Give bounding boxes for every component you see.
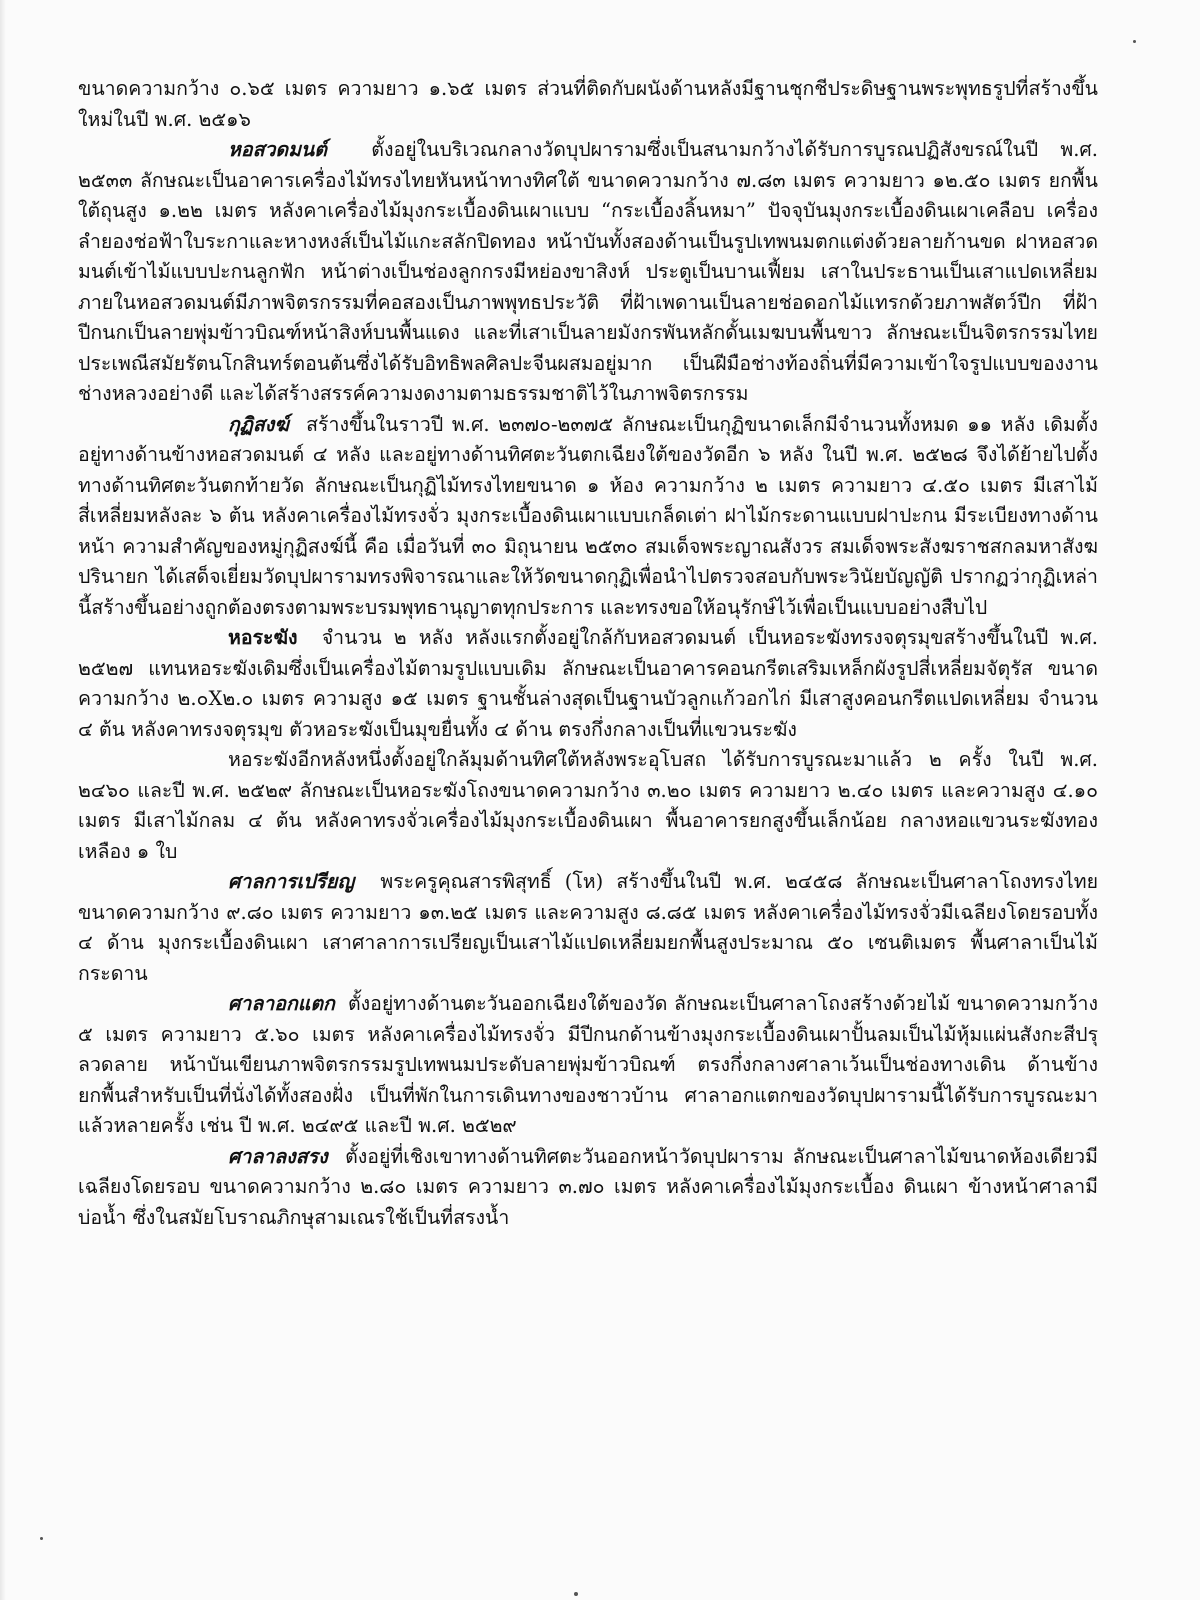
section-heading: หอสวดมนต์: [228, 138, 327, 161]
paragraph-text: พระครูคุณสารพิสุทธิ์ (โห) สร้างขึ้นในปี พ.ศ. ๒๔๕๘ ลักษณะเป็นศาลาโถงทรงไทย ขนาดความกว้าง ๙.๘๐ เมตร ความยาว ๑๓.๒๕ เมตร และความสูง ๘.๘๕ เมตร หลังคาเครื่องไม้ทรงจั่วมีเฉลียงโดยรอบทั้ง ๔ ด้าน มุงกระเบื้องดินเผา เสาศาลาการเปรียญเป็นเสาไม้แปดเหลี่ยมยกพื้นสูงประมาณ ๕๐ เซนติเมตร พื้นศาลาเป็นไม้กระดาน: [78, 870, 1098, 985]
paragraph-ok-taek-pavilion: [78, 989, 1098, 1142]
section-heading: ศาลาอกแตก: [228, 992, 335, 1015]
document-body: [78, 74, 1098, 1233]
scan-speck: [40, 1537, 43, 1540]
section-heading: ศาลาลงสรง: [228, 1144, 328, 1168]
section-heading: หอระฆัง: [228, 626, 298, 649]
paragraph-text: จำนวน ๒ หลัง หลังแรกตั้งอยู่ใกล้กับหอสวดมนต์ เป็นหอระฆังทรงจตุรมุขสร้างขึ้นในปี พ.ศ. ๒๕๒๗ แทนหอระฆังเดิมซึ่งเป็นเครื่องไม้ตามรูปแบบเดิม ลักษณะเป็นอาคารคอนกรีตเสริมเหล็กผังรูปสี่เหลี่ยมจัตุรัส ขนาดความกว้าง ๒.๐X๒.๐ เมตร ความสูง ๑๕ เมตร ฐานชั้นล่างสุดเป็นฐานบัวลูกแก้วอกไก่ มีเสาสูงคอนกรีตแปดเหลี่ยม จำนวน ๔ ต้น หลังคาทรงจตุรมุข ตัวหอระฆังเป็นมุขยื่นทั้ง ๔ ด้าน ตรงกึ่งกลางเป็นที่แขวนระฆัง: [78, 626, 1098, 741]
paragraph-continuation: [78, 74, 1098, 135]
paragraph-bathing-pavilion: [78, 1142, 1098, 1234]
paragraph-monk-cells: [78, 410, 1098, 624]
paragraph-text: สร้างขึ้นในราวปี พ.ศ. ๒๓๗๐-๒๓๗๕ ลักษณะเป็นกุฏิขนาดเล็กมีจำนวนทั้งหมด ๑๑ หลัง เดิมตั้งอยู่ทางด้านข้างหอสวดมนต์ ๔ หลัง และอยู่ทางด้านทิศตะวันตกเฉียงใต้ของวัดอีก ๖ หลัง ในปี พ.ศ. ๒๕๒๘ จึงได้ย้ายไปตั้งทางด้านทิศตะวันตกท้ายวัด ลักษณะเป็นกุฏิไม้ทรงไทยขนาด ๑ ห้อง ความกว้าง ๒ เมตร ความยาว ๔.๕๐ เมตร มีเสาไม้สี่เหลี่ยมหลังละ ๖ ต้น หลังคาเครื่องไม้ทรงจั่ว มุงกระเบื้องดินเผาแบบเกล็ดเต่า ฝาไม้กระดานแบบฝาปะกน มีระเบียงทางด้านหน้า ความสำคัญของหมู่กุฏิสงฆ์นี้ คือ เมื่อวันที่ ๓๐ มิถุนายน ๒๕๓๐ สมเด็จพระญาณสังวร สมเด็จพระสังฆราชสกลมหาสังฆปรินายก ได้เสด็จเยี่ยมวัดบุปผารามทรงพิจารณาและให้วัดขนาดกุฏิเพื่อนำไปตรวจสอบกับพระวินัยบัญญัติ ปรากฏว่ากุฏิเหล่านี้สร้างขึ้นอย่างถูกต้องตรงตามพระบรมพุทธานุญาตทุกประการ และทรงขอให้อนุรักษ์ไว้เพื่อเป็นแบบอย่างสืบไป: [78, 412, 1098, 619]
scan-speck: [1133, 40, 1136, 43]
paragraph-text: หอระฆังอีกหลังหนึ่งตั้งอยู่ใกล้มุมด้านทิศใต้หลังพระอุโบสถ ได้รับการบูรณะมาแล้ว ๒ ครั้ง ในปี พ.ศ. ๒๔๖๐ และปี พ.ศ. ๒๕๒๙ ลักษณะเป็นหอระฆังโถงขนาดความกว้าง ๓.๒๐ เมตร ความยาว ๒.๔๐ เมตร และความสูง ๔.๑๐ เมตร มีเสาไม้กลม ๔ ต้น หลังคาทรงจั่วเครื่องไม้มุงกระเบื้องดินเผา พื้นอาคารยกสูงขึ้นเล็กน้อย กลางหอแขวนระฆังทองเหลือง ๑ ใบ: [78, 748, 1098, 863]
paragraph-prayer-hall: [78, 135, 1098, 410]
paragraph-text: ขนาดความกว้าง ๐.๖๕ เมตร ความยาว ๑.๖๕ เมตร ส่วนที่ติดกับผนังด้านหลังมีฐานชุกชีประดิษฐานพระพุทธรูปที่สร้างขึ้นใหม่ในปี พ.ศ. ๒๕๑๖: [78, 77, 1098, 131]
paragraph-text: ตั้งอยู่ที่เชิงเขาทางด้านทิศตะวันออกหน้าวัดบุปผาราม ลักษณะเป็นศาลาไม้ขนาดห้องเดียวมีเฉลียงโดยรอบ ขนาดความกว้าง ๒.๘๐ เมตร ความยาว ๓.๗๐ เมตร หลังคาเครื่องไม้มุงกระเบื้อง ดินเผา ข้างหน้าศาลามีบ่อน้ำ ซึ่งในสมัยโบราณภิกษุสามเณรใช้เป็นที่สรงน้ำ: [78, 1144, 1098, 1229]
section-heading: ศาลการเปรียญ: [228, 870, 355, 893]
section-heading: กุฏิสงฆ์: [228, 412, 289, 436]
scan-edge-shadow: [0, 0, 6, 1600]
scan-speck: [574, 1592, 578, 1596]
paragraph-bell-tower: [78, 623, 1098, 745]
paragraph-sermon-hall: [78, 867, 1098, 989]
paragraph-text: ตั้งอยู่ทางด้านตะวันออกเฉียงใต้ของวัด ลักษณะเป็นศาลาโถงสร้างด้วยไม้ ขนาดความกว้าง ๕ เมตร ความยาว ๕.๖๐ เมตร หลังคาเครื่องไม้ทรงจั่ว มีปีกนกด้านข้างมุงกระเบื้องดินเผาปั้นลมเป็นไม้หุ้มแผ่นสังกะสีปรุลวดลาย หน้าบันเขียนภาพจิตรกรรมรูปเทพนมประดับลายพุ่มข้าวบิณฑ์ ตรงกึ่งกลางศาลาเว้นเป็นช่องทางเดิน ด้านข้างยกพื้นสำหรับเป็นที่นั่งได้ทั้งสองฝั่ง เป็นที่พักในการเดินทางของชาวบ้าน ศาลาอกแตกของวัดบุปผารามนี้ได้รับการบูรณะมาแล้วหลายครั้ง เช่น ปี พ.ศ. ๒๔๙๕ และปี พ.ศ. ๒๕๒๙: [78, 992, 1098, 1137]
paragraph-second-bell-tower: [78, 745, 1098, 867]
paragraph-text: ตั้งอยู่ในบริเวณกลางวัดบุปผารามซึ่งเป็นสนามกว้างได้รับการบูรณปฏิสังขรณ์ในปี พ.ศ. ๒๕๓๓ ลักษณะเป็นอาคารเครื่องไม้ทรงไทยหันหน้าทางทิศใต้ ขนาดความกว้าง ๗.๘๓ เมตร ความยาว ๑๒.๕๐ เมตร ยกพื้นใต้ถุนสูง ๑.๒๒ เมตร หลังคาเครื่องไม้มุงกระเบื้องดินเผาแบบ “กระเบื้องลิ้นหมา” ปัจจุบันมุงกระเบื้องดินเผาเคลือบ เครื่องลำยองช่อฟ้าใบระกาและหางหงส์เป็นไม้แกะสลักปิดทอง หน้าบันทั้งสองด้านเป็นรูปเทพนมตกแต่งด้วยลายก้านขด ฝาหอสวดมนต์เข้าไม้แบบปะกนลูกฟัก หน้าต่างเป็นช่องลูกกรงมีหย่องขาสิงห์ ประตูเป็นบานเฟี้ยม เสาในประธานเป็นเสาแปดเหลี่ยม ภายในหอสวดมนต์มีภาพจิตรกรรมที่คอสองเป็นภาพพุทธประวัติ ที่ฝ้าเพดานเป็นลายช่อดอกไม้แทรกด้วยภาพสัตว์ปีก ที่ฝ้าปีกนกเป็นลายพุ่มข้าวบิณฑ์หน้าสิงห์บนพื้นแดง และที่เสาเป็นลายมังกรพันหลักดั้นเมฆบนพื้นขาว ลักษณะเป็นจิตรกรรมไทยประเพณีสมัยรัตนโกสินทร์ตอนต้นซึ่งได้รับอิทธิพลศิลปะจีนผสมอยู่มาก เป็นฝีมือช่างท้องถิ่นที่มีความเข้าใจรูปแบบของงานช่างหลวงอย่างดี และได้สร้างสรรค์ความงดงามตามธรรมชาติไว้ในภาพจิตรกรรม: [78, 138, 1098, 405]
